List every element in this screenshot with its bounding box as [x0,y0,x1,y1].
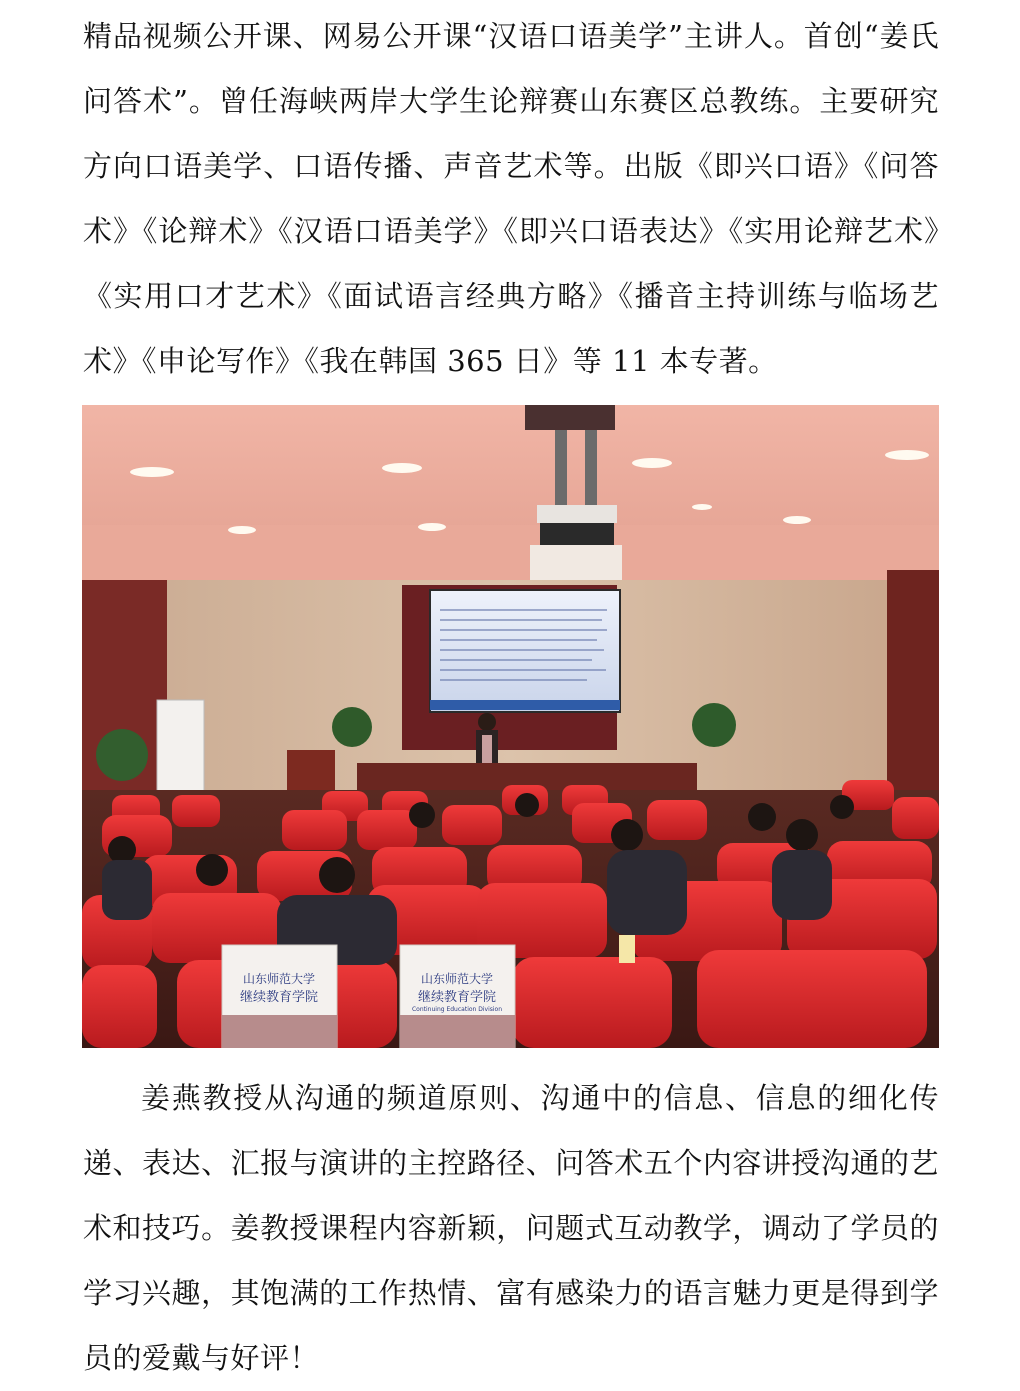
gift-bag-left [222,945,337,1048]
projector [540,523,614,545]
gift-bag-right [400,945,515,1048]
summary-paragraph: 姜燕教授从沟通的频道原则、沟通中的信息、信息的细化传递、表达、汇报与演讲的主控路径、问答术五个内容讲授沟通的艺术和技巧。姜教授课程内容新颖，问题式互动教学，调动了学员的学习兴趣，其饱满的工作热情、富有感染力的语言魅力更是得到学员的爱戴与好评！ [83,1081,939,1375]
svg-text:山东师范大学: 山东师范大学 [242,972,316,986]
svg-text:Continuing Education Division: Continuing Education Division [411,1006,503,1013]
projection-screen [430,590,620,712]
intro-paragraph: 精品视频公开课、网易公开课“汉语口语美学”主讲人。首创“姜氏问答术”。曾任海峡两岸大学生论辩赛山东赛区总教练。主要研究方向口语美学、口语传播、声音艺术等。出版《即兴口语》《问答术》《论辩术》《汉语口语美学》《即兴口语表达》《实用论辩艺术》《实用口才艺术》《面试语言经典方略》《播音主持训练与临场艺术》《申论写作》《我在韩国 365 日》等 11 本专著。 [83,19,939,378]
svg-text:继续教育学院: 继续教育学院 [417,990,497,1005]
air-conditioner [157,700,204,795]
svg-text:山东师范大学: 山东师范大学 [420,972,494,986]
svg-text:继续教育学院: 继续教育学院 [239,990,319,1005]
paper-cup [619,935,635,963]
lecture-hall-photo [82,405,939,1048]
